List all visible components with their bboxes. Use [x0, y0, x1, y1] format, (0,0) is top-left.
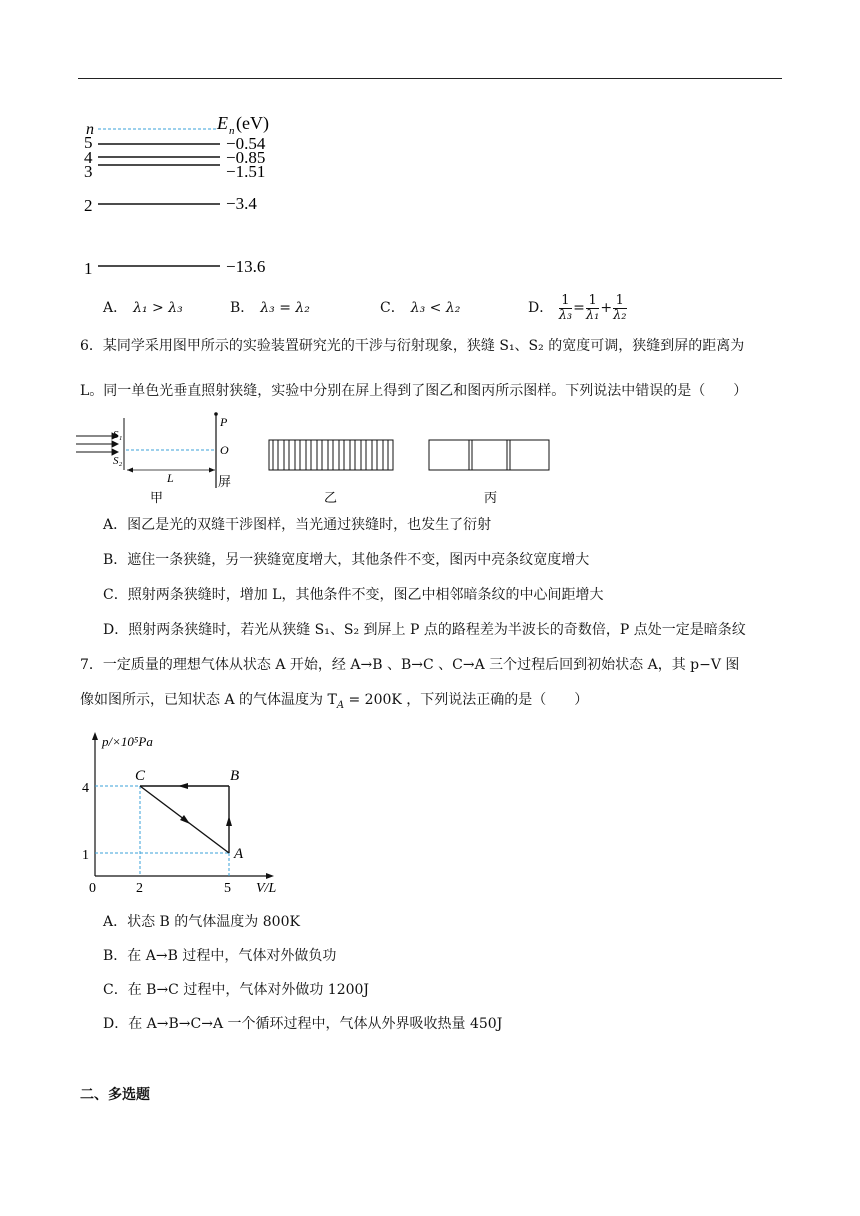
- q6-option-c[interactable]: C．照射两条狭缝时，增加 L，其他条件不变，图乙中相邻暗条纹的中心间距增大: [103, 587, 604, 603]
- q7-stem-line2: 像如图所示，已知状态 A 的气体温度为 $T_A = 200K$ ，下列说法正确的是（ ）: [80, 692, 589, 711]
- level-4-energy: −0.85: [226, 148, 266, 167]
- s1-label: S₁: [113, 429, 123, 441]
- q5-option-c[interactable]: C． λ₃ < λ₂: [380, 300, 461, 316]
- caption-jia: 甲: [150, 490, 164, 505]
- fraction-r1: $\frac{1}{\text{λ₁}}$: [585, 292, 600, 323]
- energy-level-diagram: [80, 108, 300, 280]
- x-tick-5: 5: [224, 881, 231, 896]
- q6-option-a[interactable]: A．图乙是光的双缝干涉图样，当光通过狭缝时，也发生了衍射: [103, 517, 492, 533]
- energy-unit: (eV): [236, 113, 269, 133]
- level-2-energy: −3.4: [226, 194, 257, 213]
- q7-option-c[interactable]: C．在 B→C 过程中，气体对外做功 1200J: [103, 982, 370, 998]
- o-label: O: [220, 443, 229, 457]
- point-b-label: B: [230, 768, 240, 784]
- q5-option-a[interactable]: A． λ₁ > λ₃: [103, 300, 183, 316]
- fraction-r2: $\frac{1}{\text{λ₂}}$: [613, 292, 627, 323]
- q5-option-d[interactable]: D． $\frac{1}{\text{λ₃}}$ = $\frac{1}{\text{λ₁}}$ + $\frac{1}{\text{λ₂}}$: [528, 292, 627, 323]
- fringe-pattern-yi: [269, 440, 393, 470]
- q6-figure: [72, 408, 562, 510]
- fraction-lhs: $\frac{1}{\text{λ₃}}$: [558, 292, 573, 323]
- point-p-dot: [214, 412, 218, 416]
- diffraction-pattern-bing: [429, 440, 549, 470]
- energy-axis-sub: n: [229, 125, 235, 137]
- level-1-n: 1: [84, 259, 93, 278]
- energy-axis-label: E: [217, 113, 228, 133]
- level-4-n: 4: [84, 148, 93, 167]
- screen-label: 屏: [218, 474, 232, 489]
- q5-option-b[interactable]: B． λ₃ = λ₂: [230, 300, 310, 316]
- q6-option-d[interactable]: D．照射两条狭缝时，若光从狭缝 S₁、S₂ 到屏上 P 点的路程差为半波长的奇数倍，P 点处一定是暗条纹: [103, 622, 746, 638]
- caption-yi: 乙: [324, 490, 338, 505]
- arrow-c-to-a: [180, 815, 190, 824]
- q7-option-d[interactable]: D．在 A→B→C→A 一个循环过程中，气体从外界吸收热量 450J: [103, 1016, 503, 1032]
- q7-option-a[interactable]: A．状态 B 的气体温度为 800K: [103, 914, 300, 930]
- n-axis-label: n: [86, 121, 94, 138]
- pv-graph: [80, 730, 280, 900]
- arrow-a-to-b: [226, 816, 232, 826]
- p-label: P: [220, 415, 228, 429]
- q6-stem-line1: 6．某同学采用图甲所示的实验装置研究光的干涉与衍射现象，狭缝 S₁、S₂ 的宽度可调，狭缝到屏的距离为: [80, 338, 745, 354]
- q7-option-b[interactable]: B．在 A→B 过程中，气体对外做负功: [103, 948, 337, 964]
- l-label: L: [167, 471, 174, 485]
- point-c-label: C: [135, 768, 146, 784]
- caption-bing: 丙: [484, 490, 498, 505]
- level-5-n: 5: [84, 133, 93, 152]
- q6-stem-line2: L。同一单色光垂直照射狭缝，实验中分别在屏上得到了图乙和图丙所示图样。下列说法中错误的是（ ）: [80, 383, 748, 399]
- v-axis-label: V/L: [256, 881, 277, 896]
- arrow-b-to-c: [178, 783, 188, 789]
- level-3-n: 3: [84, 162, 93, 181]
- q7-stem-line1: 7．一定质量的理想气体从状态 A 开始，经 A→B 、B→C 、C→A 三个过程后回到初始状态 A，其 p−V 图: [80, 657, 740, 673]
- y-tick-1: 1: [82, 848, 89, 863]
- origin-label: 0: [89, 881, 96, 896]
- section-heading-multiple-choice: 二、多选题: [80, 1087, 150, 1103]
- level-2-n: 2: [84, 196, 93, 215]
- point-a-label: A: [234, 846, 244, 862]
- level-1-energy: −13.6: [226, 257, 266, 276]
- q6-option-b[interactable]: B．遮住一条狭缝，另一狭缝宽度增大，其他条件不变，图丙中亮条纹宽度增大: [103, 552, 590, 568]
- level-3-energy: −1.51: [226, 162, 266, 181]
- y-tick-4: 4: [82, 781, 89, 796]
- x-tick-2: 2: [136, 881, 143, 896]
- s2-label: S₂: [113, 455, 123, 467]
- level-5-energy: −0.54: [226, 134, 266, 153]
- header-rule: [78, 78, 782, 79]
- p-axis-label: p/×10⁵Pa: [102, 734, 153, 749]
